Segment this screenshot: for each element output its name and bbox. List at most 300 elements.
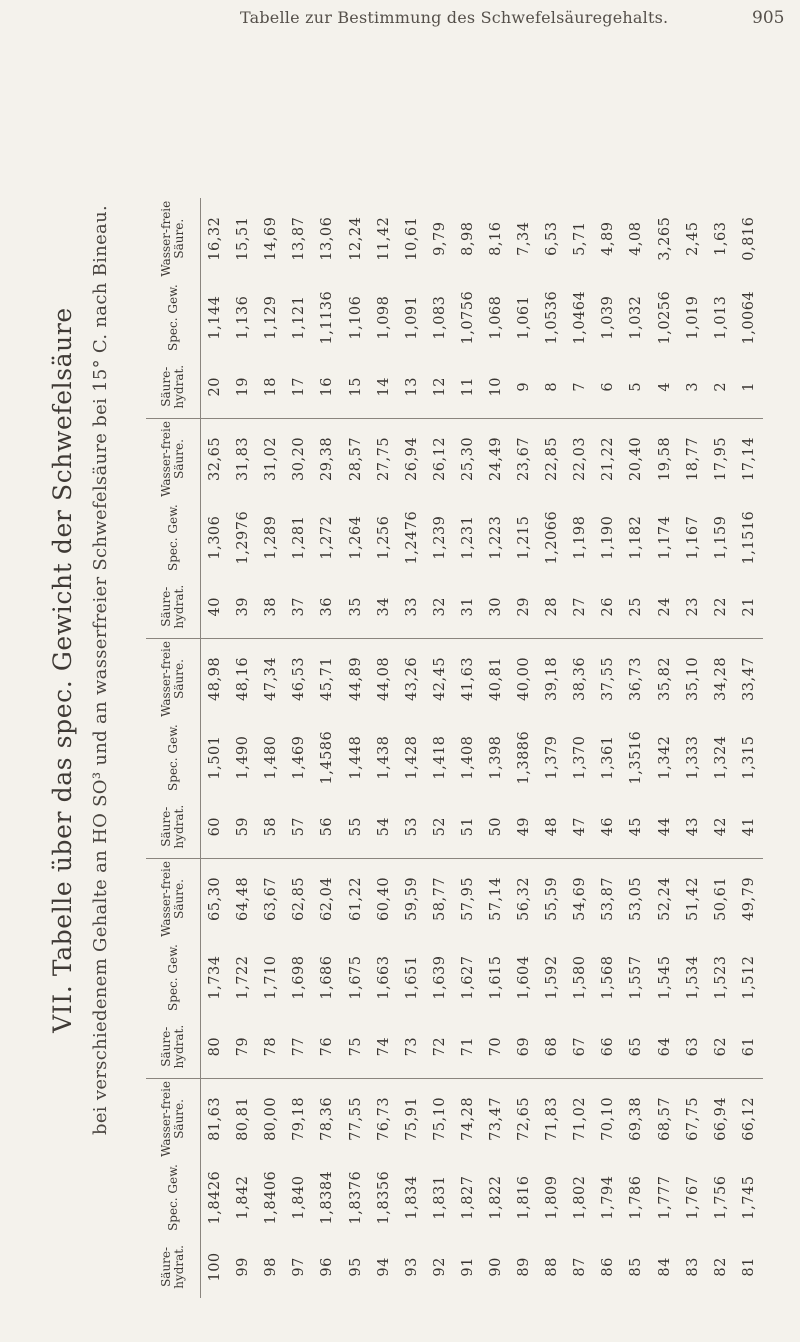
- cell-saeurehydrat: 7: [566, 356, 594, 418]
- table-row: [707, 198, 735, 1298]
- column-header-hydrat: Säure-hydrat.: [146, 1016, 201, 1078]
- cell-spec-gewicht: 1,159: [712, 515, 729, 560]
- table-row: [398, 198, 426, 1298]
- cell-spec-gewicht: 1,013: [712, 295, 729, 340]
- cell-wasserfreie-saeure: 72,65: [516, 1096, 533, 1141]
- cell-spec-gewicht: 1,398: [487, 735, 504, 780]
- cell-wasserfreie-saeure: 25,30: [459, 436, 476, 481]
- cell-wasserfreie-saeure: 74,28: [459, 1096, 476, 1141]
- cell-spec-gewicht: 1,428: [403, 735, 420, 780]
- cell-wasserfreie-saeure: 21,22: [600, 436, 617, 481]
- table-subtitle: bei verschiedenem Gehalte an HO SO³ und an wasserfreier Schwefelsäure bei 15° C. nach Bineau.: [90, 205, 111, 1135]
- cell-saeurehydrat: 88: [544, 1257, 561, 1277]
- cell-saeurehydrat: 9: [510, 356, 538, 418]
- cell-wasserfreie-saeure: 35,82: [656, 656, 673, 701]
- cell-wasserfreie-saeure: 68,57: [656, 1096, 673, 1141]
- cell-saeurehydrat: 75: [341, 1016, 369, 1078]
- cell-saeurehydrat: 36: [313, 576, 341, 638]
- cell-spec-gewicht: 1,215: [516, 515, 533, 560]
- cell-spec-gewicht: 1,840: [291, 1175, 308, 1220]
- cell-saeurehydrat: 91: [459, 1257, 476, 1277]
- cell-wasserfreie-saeure: 47,34: [263, 656, 280, 701]
- cell-spec-gewicht: 1,129: [263, 295, 280, 340]
- cell-saeurehydrat: 86: [600, 1257, 617, 1277]
- cell-saeurehydrat: 45: [622, 796, 650, 858]
- cell-saeurehydrat: 8: [538, 356, 566, 418]
- cell-saeurehydrat: 46: [594, 796, 622, 858]
- cell-wasserfreie-saeure: 33,47: [740, 656, 757, 701]
- cell-spec-gewicht: 1,342: [656, 735, 673, 780]
- cell-saeurehydrat: 52: [426, 796, 454, 858]
- cell-spec-gewicht: 1,281: [291, 515, 308, 560]
- cell-spec-gewicht: 1,734: [207, 955, 224, 1000]
- column-header-wasserfreie-saeure: Wasser-freie Säure.: [146, 418, 201, 499]
- cell-wasserfreie-saeure: 39,18: [544, 656, 561, 701]
- cell-spec-gewicht: 1,786: [628, 1175, 645, 1220]
- cell-spec-gewicht: 1,019: [684, 295, 701, 340]
- cell-spec-gewicht: 1,710: [263, 955, 280, 1000]
- cell-spec-gewicht: 1,557: [628, 955, 645, 1000]
- cell-wasserfreie-saeure: 48,98: [207, 656, 224, 701]
- cell-wasserfreie-saeure: 4,89: [600, 221, 617, 256]
- cell-wasserfreie-saeure: 50,61: [712, 876, 729, 921]
- cell-wasserfreie-saeure: 5,71: [572, 221, 589, 256]
- cell-saeurehydrat: 55: [341, 796, 369, 858]
- cell-spec-gewicht: 1,834: [403, 1175, 420, 1220]
- cell-wasserfreie-saeure: 44,08: [375, 656, 392, 701]
- cell-wasserfreie-saeure: 3,265: [656, 216, 673, 261]
- cell-spec-gewicht: 1,315: [740, 735, 757, 780]
- cell-wasserfreie-saeure: 30,20: [291, 436, 308, 481]
- cell-saeurehydrat: 85: [628, 1257, 645, 1277]
- table-row: [622, 198, 650, 1298]
- cell-wasserfreie-saeure: 42,45: [431, 656, 448, 701]
- cell-spec-gewicht: 1,639: [431, 955, 448, 1000]
- column-header-hydrat: Säure-hydrat.: [146, 796, 201, 858]
- cell-spec-gewicht: 1,663: [375, 955, 392, 1000]
- cell-saeurehydrat: 96: [319, 1257, 336, 1277]
- cell-wasserfreie-saeure: 22,85: [544, 436, 561, 481]
- cell-saeurehydrat: 15: [341, 356, 369, 418]
- cell-wasserfreie-saeure: 67,75: [684, 1096, 701, 1141]
- cell-spec-gewicht: 1,083: [431, 295, 448, 340]
- cell-saeurehydrat: 6: [594, 356, 622, 418]
- cell-wasserfreie-saeure: 75,10: [431, 1096, 448, 1141]
- cell-wasserfreie-saeure: 49,79: [740, 876, 757, 921]
- cell-saeurehydrat: 59: [229, 796, 257, 858]
- cell-saeurehydrat: 24: [651, 576, 679, 638]
- cell-spec-gewicht: 1,651: [403, 955, 420, 1000]
- cell-spec-gewicht: 1,777: [656, 1175, 673, 1220]
- cell-wasserfreie-saeure: 16,32: [207, 216, 224, 261]
- cell-spec-gewicht: 1,167: [684, 515, 701, 560]
- cell-wasserfreie-saeure: 12,24: [347, 216, 364, 261]
- cell-spec-gewicht: 1,8356: [375, 1170, 392, 1225]
- column-header-wasserfreie-saeure: Wasser-freie Säure.: [146, 1078, 201, 1159]
- table-row: [426, 198, 454, 1298]
- cell-spec-gewicht: 1,3516: [628, 730, 645, 785]
- cell-saeurehydrat: 68: [538, 1016, 566, 1078]
- cell-saeurehydrat: 38: [257, 576, 285, 638]
- cell-spec-gewicht: 1,2476: [403, 510, 420, 565]
- cell-spec-gewicht: 1,480: [263, 735, 280, 780]
- cell-spec-gewicht: 1,190: [600, 515, 617, 560]
- cell-spec-gewicht: 1,512: [740, 955, 757, 1000]
- cell-spec-gewicht: 1,306: [207, 515, 224, 560]
- cell-wasserfreie-saeure: 17,14: [740, 436, 757, 481]
- cell-spec-gewicht: 1,324: [712, 735, 729, 780]
- cell-spec-gewicht: 1,091: [403, 295, 420, 340]
- table-row: [257, 198, 285, 1298]
- cell-saeurehydrat: 64: [651, 1016, 679, 1078]
- cell-saeurehydrat: 22: [707, 576, 735, 638]
- cell-wasserfreie-saeure: 69,38: [628, 1096, 645, 1141]
- cell-spec-gewicht: 1,418: [431, 735, 448, 780]
- table-row: [370, 198, 398, 1298]
- cell-saeurehydrat: 51: [454, 796, 482, 858]
- cell-saeurehydrat: 49: [510, 796, 538, 858]
- table-row: [313, 198, 341, 1298]
- cell-saeurehydrat: 73: [398, 1016, 426, 1078]
- cell-wasserfreie-saeure: 76,73: [375, 1096, 392, 1141]
- table-row: [594, 198, 622, 1298]
- column-header-hydrat: Säure-hydrat.: [146, 576, 201, 638]
- cell-spec-gewicht: 1,4586: [319, 730, 336, 785]
- cell-spec-gewicht: 1,604: [516, 955, 533, 1000]
- cell-saeurehydrat: 67: [566, 1016, 594, 1078]
- cell-saeurehydrat: 30: [482, 576, 510, 638]
- cell-wasserfreie-saeure: 71,02: [572, 1096, 589, 1141]
- cell-spec-gewicht: 1,068: [487, 295, 504, 340]
- table-row: [679, 198, 707, 1298]
- cell-saeurehydrat: 80: [201, 1016, 230, 1078]
- cell-spec-gewicht: 1,802: [572, 1175, 589, 1220]
- cell-saeurehydrat: 83: [684, 1257, 701, 1277]
- cell-spec-gewicht: 1,370: [572, 735, 589, 780]
- cell-spec-gewicht: 1,794: [600, 1175, 617, 1220]
- cell-wasserfreie-saeure: 63,67: [263, 876, 280, 921]
- cell-saeurehydrat: 13: [398, 356, 426, 418]
- cell-spec-gewicht: 1,198: [572, 515, 589, 560]
- cell-spec-gewicht: 1,106: [347, 295, 364, 340]
- table-row: [651, 198, 679, 1298]
- cell-wasserfreie-saeure: 37,55: [600, 656, 617, 701]
- column-header-spec-gew: Spec. Gew.: [146, 279, 201, 356]
- cell-spec-gewicht: 1,756: [712, 1175, 729, 1220]
- cell-spec-gewicht: 1,1516: [740, 510, 757, 565]
- cell-saeurehydrat: 23: [679, 576, 707, 638]
- cell-wasserfreie-saeure: 17,95: [712, 436, 729, 481]
- cell-wasserfreie-saeure: 64,48: [235, 876, 252, 921]
- cell-wasserfreie-saeure: 13,06: [319, 216, 336, 261]
- cell-wasserfreie-saeure: 7,34: [516, 221, 533, 256]
- cell-wasserfreie-saeure: 55,59: [544, 876, 561, 921]
- cell-wasserfreie-saeure: 61,22: [347, 876, 364, 921]
- cell-saeurehydrat: 25: [622, 576, 650, 638]
- column-header-hydrat: Säure-hydrat.: [146, 1236, 201, 1298]
- cell-saeurehydrat: 10: [482, 356, 510, 418]
- cell-saeurehydrat: 33: [398, 576, 426, 638]
- cell-wasserfreie-saeure: 6,53: [544, 221, 561, 256]
- cell-wasserfreie-saeure: 24,49: [487, 436, 504, 481]
- cell-saeurehydrat: 65: [622, 1016, 650, 1078]
- cell-wasserfreie-saeure: 80,81: [235, 1096, 252, 1141]
- cell-saeurehydrat: 72: [426, 1016, 454, 1078]
- cell-saeurehydrat: 70: [482, 1016, 510, 1078]
- cell-saeurehydrat: 97: [291, 1257, 308, 1277]
- cell-spec-gewicht: 1,627: [459, 955, 476, 1000]
- cell-saeurehydrat: 40: [201, 576, 230, 638]
- cell-wasserfreie-saeure: 48,16: [235, 656, 252, 701]
- cell-saeurehydrat: 87: [572, 1257, 589, 1277]
- cell-spec-gewicht: 1,8406: [263, 1170, 280, 1225]
- cell-wasserfreie-saeure: 19,58: [656, 436, 673, 481]
- cell-saeurehydrat: 90: [487, 1257, 504, 1277]
- cell-saeurehydrat: 4: [651, 356, 679, 418]
- cell-saeurehydrat: 71: [454, 1016, 482, 1078]
- cell-wasserfreie-saeure: 77,55: [347, 1096, 364, 1141]
- cell-saeurehydrat: 100: [207, 1252, 224, 1282]
- cell-spec-gewicht: 1,032: [628, 295, 645, 340]
- cell-spec-gewicht: 1,568: [600, 955, 617, 1000]
- cell-saeurehydrat: 16: [313, 356, 341, 418]
- cell-saeurehydrat: 5: [622, 356, 650, 418]
- cell-saeurehydrat: 57: [285, 796, 313, 858]
- cell-saeurehydrat: 47: [566, 796, 594, 858]
- cell-wasserfreie-saeure: 11,42: [375, 216, 392, 261]
- cell-spec-gewicht: 1,264: [347, 515, 364, 560]
- cell-wasserfreie-saeure: 0,816: [740, 216, 757, 261]
- column-header-wasserfreie-saeure: Wasser-freie Säure.: [146, 198, 201, 279]
- cell-saeurehydrat: 69: [510, 1016, 538, 1078]
- cell-spec-gewicht: 1,8426: [207, 1170, 224, 1225]
- cell-spec-gewicht: 1,182: [628, 515, 645, 560]
- table-row: [341, 198, 369, 1298]
- table-row: [510, 198, 538, 1298]
- cell-saeurehydrat: 3: [679, 356, 707, 418]
- cell-wasserfreie-saeure: 54,69: [572, 876, 589, 921]
- cell-spec-gewicht: 1,501: [207, 735, 224, 780]
- cell-wasserfreie-saeure: 20,40: [628, 436, 645, 481]
- cell-wasserfreie-saeure: 28,57: [347, 436, 364, 481]
- cell-spec-gewicht: 1,2976: [235, 510, 252, 565]
- cell-spec-gewicht: 1,3886: [516, 730, 533, 785]
- cell-spec-gewicht: 1,448: [347, 735, 364, 780]
- cell-saeurehydrat: 34: [370, 576, 398, 638]
- cell-saeurehydrat: 98: [263, 1257, 280, 1277]
- cell-spec-gewicht: 1,523: [712, 955, 729, 1000]
- cell-saeurehydrat: 89: [516, 1257, 533, 1277]
- cell-wasserfreie-saeure: 2,45: [684, 221, 701, 256]
- cell-wasserfreie-saeure: 23,67: [516, 436, 533, 481]
- cell-spec-gewicht: 1,745: [740, 1175, 757, 1220]
- cell-wasserfreie-saeure: 44,89: [347, 656, 364, 701]
- cell-saeurehydrat: 21: [735, 576, 763, 638]
- column-header-hydrat: Säure-hydrat.: [146, 356, 201, 418]
- cell-saeurehydrat: 37: [285, 576, 313, 638]
- cell-spec-gewicht: 1,827: [459, 1175, 476, 1220]
- cell-spec-gewicht: 1,2066: [544, 510, 561, 565]
- cell-spec-gewicht: 1,686: [319, 955, 336, 1000]
- table-row: [229, 198, 257, 1298]
- cell-wasserfreie-saeure: 9,79: [431, 221, 448, 256]
- cell-spec-gewicht: 1,615: [487, 955, 504, 1000]
- cell-saeurehydrat: 58: [257, 796, 285, 858]
- cell-spec-gewicht: 1,098: [375, 295, 392, 340]
- cell-saeurehydrat: 99: [235, 1257, 252, 1277]
- cell-saeurehydrat: 82: [712, 1257, 729, 1277]
- cell-spec-gewicht: 1,698: [291, 955, 308, 1000]
- cell-wasserfreie-saeure: 8,98: [459, 221, 476, 256]
- cell-wasserfreie-saeure: 36,73: [628, 656, 645, 701]
- cell-saeurehydrat: 42: [707, 796, 735, 858]
- cell-saeurehydrat: 28: [538, 576, 566, 638]
- cell-saeurehydrat: 19: [229, 356, 257, 418]
- cell-wasserfreie-saeure: 79,18: [291, 1096, 308, 1141]
- table-row: [735, 198, 763, 1298]
- cell-spec-gewicht: 1,767: [684, 1175, 701, 1220]
- cell-spec-gewicht: 1,842: [235, 1175, 252, 1220]
- cell-spec-gewicht: 1,223: [487, 515, 504, 560]
- cell-spec-gewicht: 1,534: [684, 955, 701, 1000]
- cell-wasserfreie-saeure: 45,71: [319, 656, 336, 701]
- cell-saeurehydrat: 32: [426, 576, 454, 638]
- cell-spec-gewicht: 1,8376: [347, 1170, 364, 1225]
- cell-spec-gewicht: 1,490: [235, 735, 252, 780]
- cell-wasserfreie-saeure: 1,63: [712, 221, 729, 256]
- cell-wasserfreie-saeure: 40,81: [487, 656, 504, 701]
- cell-wasserfreie-saeure: 52,24: [656, 876, 673, 921]
- column-header-spec-gew: Spec. Gew.: [146, 719, 201, 796]
- cell-saeurehydrat: 53: [398, 796, 426, 858]
- cell-wasserfreie-saeure: 66,12: [740, 1096, 757, 1141]
- cell-saeurehydrat: 61: [735, 1016, 763, 1078]
- cell-wasserfreie-saeure: 35,10: [684, 656, 701, 701]
- cell-saeurehydrat: 35: [341, 576, 369, 638]
- cell-wasserfreie-saeure: 53,05: [628, 876, 645, 921]
- cell-saeurehydrat: 81: [740, 1257, 757, 1277]
- cell-wasserfreie-saeure: 57,95: [459, 876, 476, 921]
- cell-saeurehydrat: 93: [403, 1257, 420, 1277]
- cell-wasserfreie-saeure: 40,00: [516, 656, 533, 701]
- cell-wasserfreie-saeure: 34,28: [712, 656, 729, 701]
- cell-wasserfreie-saeure: 62,85: [291, 876, 308, 921]
- cell-wasserfreie-saeure: 14,69: [263, 216, 280, 261]
- cell-wasserfreie-saeure: 31,02: [263, 436, 280, 481]
- cell-spec-gewicht: 1,039: [600, 295, 617, 340]
- cell-spec-gewicht: 1,256: [375, 515, 392, 560]
- cell-saeurehydrat: 84: [656, 1257, 673, 1277]
- cell-spec-gewicht: 1,361: [600, 735, 617, 780]
- cell-spec-gewicht: 1,239: [431, 515, 448, 560]
- cell-saeurehydrat: 76: [313, 1016, 341, 1078]
- cell-spec-gewicht: 1,580: [572, 955, 589, 1000]
- cell-saeurehydrat: 78: [257, 1016, 285, 1078]
- cell-saeurehydrat: 2: [707, 356, 735, 418]
- cell-spec-gewicht: 1,722: [235, 955, 252, 1000]
- cell-spec-gewicht: 1,438: [375, 735, 392, 780]
- cell-wasserfreie-saeure: 62,04: [319, 876, 336, 921]
- cell-spec-gewicht: 1,816: [516, 1175, 533, 1220]
- cell-spec-gewicht: 1,379: [544, 735, 561, 780]
- rotated-table-area: [0, 20, 800, 1320]
- cell-saeurehydrat: 66: [594, 1016, 622, 1078]
- cell-spec-gewicht: 1,144: [207, 295, 224, 340]
- cell-saeurehydrat: 94: [375, 1257, 392, 1277]
- specific-gravity-table: [146, 198, 763, 1298]
- cell-saeurehydrat: 77: [285, 1016, 313, 1078]
- cell-spec-gewicht: 1,809: [544, 1175, 561, 1220]
- cell-spec-gewicht: 1,822: [487, 1175, 504, 1220]
- cell-wasserfreie-saeure: 58,77: [431, 876, 448, 921]
- table-body: [201, 198, 763, 1298]
- cell-wasserfreie-saeure: 31,83: [235, 436, 252, 481]
- cell-saeurehydrat: 31: [454, 576, 482, 638]
- cell-spec-gewicht: 1,289: [263, 515, 280, 560]
- table-row: [538, 198, 566, 1298]
- cell-saeurehydrat: 26: [594, 576, 622, 638]
- table-row: [201, 198, 230, 1298]
- cell-wasserfreie-saeure: 59,59: [403, 876, 420, 921]
- cell-saeurehydrat: 95: [347, 1257, 364, 1277]
- cell-spec-gewicht: 1,0536: [544, 290, 561, 345]
- page-number: 905: [752, 8, 785, 28]
- table-row: [566, 198, 594, 1298]
- cell-spec-gewicht: 1,174: [656, 515, 673, 560]
- cell-wasserfreie-saeure: 65,30: [207, 876, 224, 921]
- cell-wasserfreie-saeure: 53,87: [600, 876, 617, 921]
- cell-spec-gewicht: 1,061: [516, 295, 533, 340]
- cell-spec-gewicht: 1,0464: [572, 290, 589, 345]
- cell-wasserfreie-saeure: 56,32: [516, 876, 533, 921]
- cell-spec-gewicht: 1,831: [431, 1175, 448, 1220]
- cell-saeurehydrat: 20: [201, 356, 230, 418]
- cell-spec-gewicht: 1,675: [347, 955, 364, 1000]
- cell-wasserfreie-saeure: 8,16: [487, 221, 504, 256]
- cell-saeurehydrat: 27: [566, 576, 594, 638]
- cell-spec-gewicht: 1,333: [684, 735, 701, 780]
- cell-spec-gewicht: 1,592: [544, 955, 561, 1000]
- cell-saeurehydrat: 60: [201, 796, 230, 858]
- cell-saeurehydrat: 41: [735, 796, 763, 858]
- cell-wasserfreie-saeure: 29,38: [319, 436, 336, 481]
- column-header-wasserfreie-saeure: Wasser-freie Säure.: [146, 638, 201, 719]
- cell-saeurehydrat: 56: [313, 796, 341, 858]
- cell-saeurehydrat: 18: [257, 356, 285, 418]
- table-header-row: [146, 198, 201, 1298]
- cell-spec-gewicht: 1,408: [459, 735, 476, 780]
- cell-spec-gewicht: 1,136: [235, 295, 252, 340]
- cell-wasserfreie-saeure: 15,51: [235, 216, 252, 261]
- cell-wasserfreie-saeure: 18,77: [684, 436, 701, 481]
- running-title: Tabelle zur Bestimmung des Schwefelsäuregehalts.: [240, 8, 669, 27]
- cell-wasserfreie-saeure: 43,26: [403, 656, 420, 701]
- cell-wasserfreie-saeure: 13,87: [291, 216, 308, 261]
- column-header-spec-gew: Spec. Gew.: [146, 939, 201, 1016]
- cell-spec-gewicht: 1,231: [459, 515, 476, 560]
- cell-wasserfreie-saeure: 81,63: [207, 1096, 224, 1141]
- cell-wasserfreie-saeure: 41,63: [459, 656, 476, 701]
- table-row: [285, 198, 313, 1298]
- cell-saeurehydrat: 54: [370, 796, 398, 858]
- table-row: [482, 198, 510, 1298]
- cell-wasserfreie-saeure: 38,36: [572, 656, 589, 701]
- cell-saeurehydrat: 12: [426, 356, 454, 418]
- cell-wasserfreie-saeure: 10,61: [403, 216, 420, 261]
- cell-wasserfreie-saeure: 66,94: [712, 1096, 729, 1141]
- cell-saeurehydrat: 74: [370, 1016, 398, 1078]
- cell-saeurehydrat: 1: [735, 356, 763, 418]
